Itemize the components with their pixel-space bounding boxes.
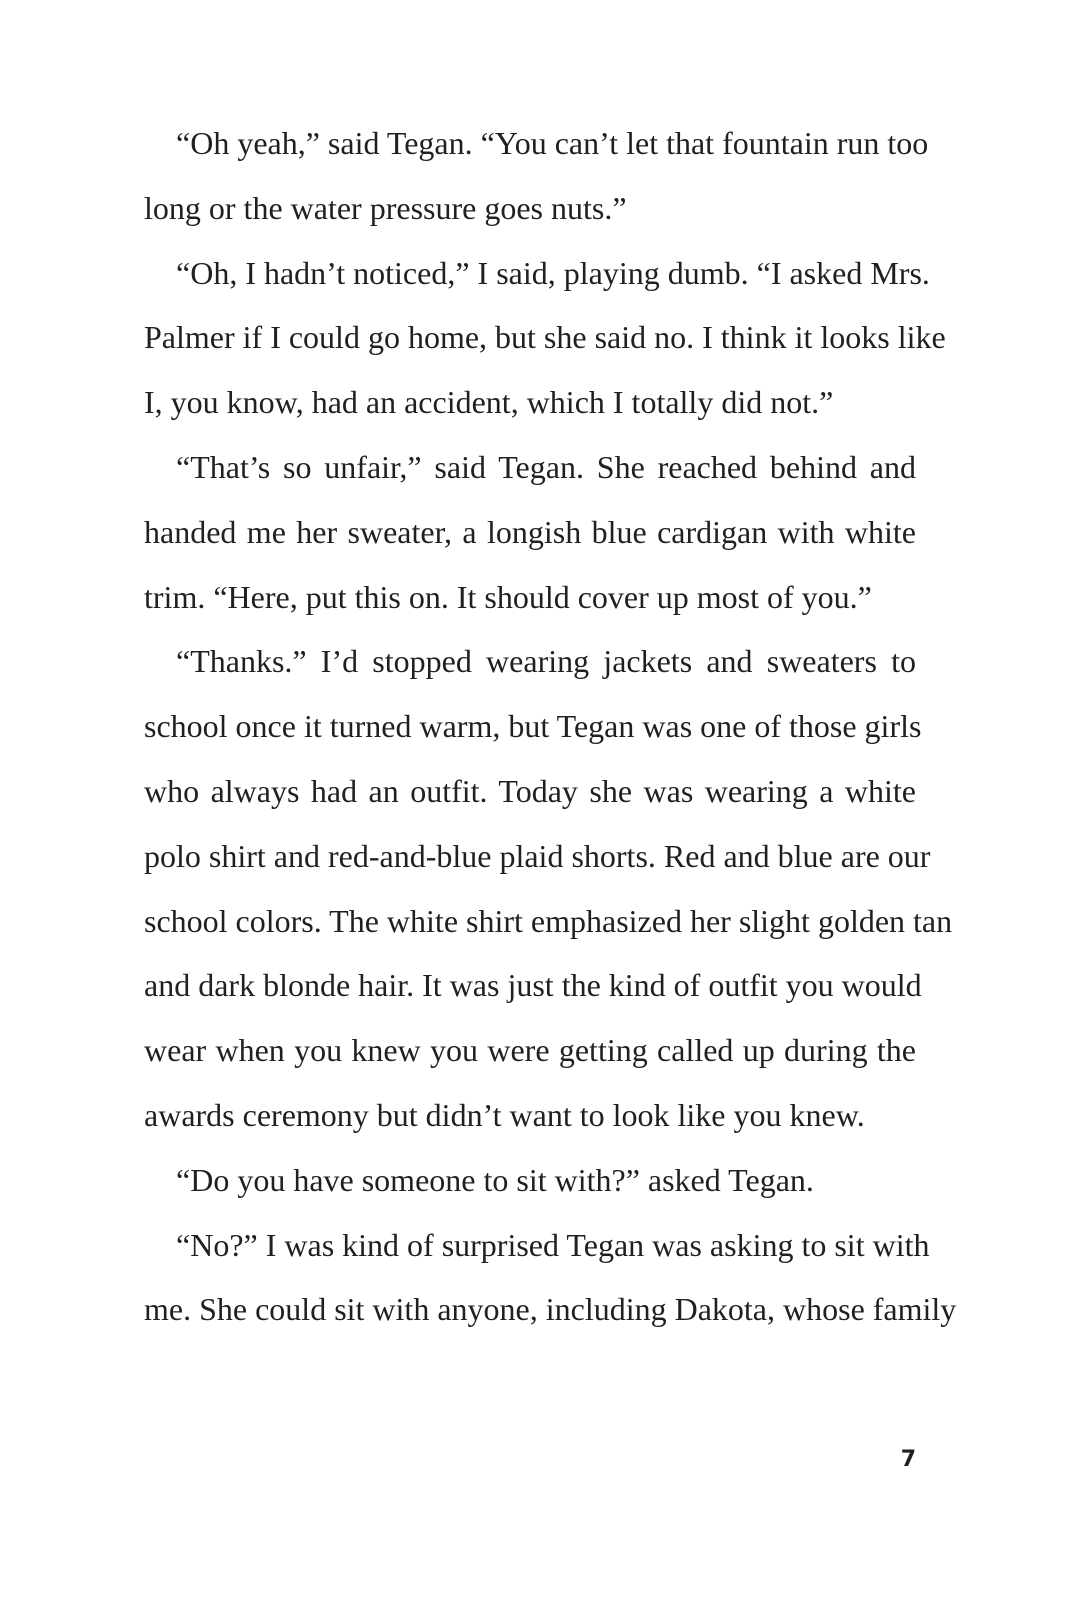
text-line: I, you know, had an accident, which I totally did not.” <box>144 384 834 420</box>
text-line: long or the water pressure goes nuts.” <box>144 190 627 226</box>
text-line: who always had an outfit. Today she was wearing a white <box>144 773 916 809</box>
text-line: school once it turned warm, but Tegan was one of those girls <box>144 708 922 744</box>
text-line: “No?” I was kind of surprised Tegan was asking to sit with <box>176 1227 930 1263</box>
text-line: trim. “Here, put this on. It should cover up most of you.” <box>144 579 872 615</box>
text-line: “Oh, I hadn’t noticed,” I said, playing dumb. “I asked Mrs. <box>176 255 930 291</box>
text-line: “Do you have someone to sit with?” asked Tegan. <box>176 1162 814 1198</box>
text-line: me. She could sit with anyone, including Dakota, whose family <box>144 1291 957 1327</box>
text-line: handed me her sweater, a longish blue cardigan with white <box>144 514 916 550</box>
text-line: polo shirt and red-and-blue plaid shorts. Red and blue are our <box>144 838 931 874</box>
text-line: wear when you knew you were getting called up during the <box>144 1032 916 1068</box>
page-number: 7 <box>900 1447 916 1472</box>
text-line: “Thanks.” I’d stopped wearing jackets and sweaters to <box>176 643 916 679</box>
text-line: “Oh yeah,” said Tegan. “You can’t let that fountain run too <box>176 125 929 161</box>
text-line: awards ceremony but didn’t want to look like you knew. <box>144 1097 865 1133</box>
text-line: school colors. The white shirt emphasized her slight golden tan <box>144 903 953 939</box>
text-line: Palmer if I could go home, but she said no. I think it looks like <box>144 319 946 355</box>
text-line: and dark blonde hair. It was just the kind of outfit you would <box>144 967 922 1003</box>
text-line: “That’s so unfair,” said Tegan. She reached behind and <box>176 449 916 485</box>
